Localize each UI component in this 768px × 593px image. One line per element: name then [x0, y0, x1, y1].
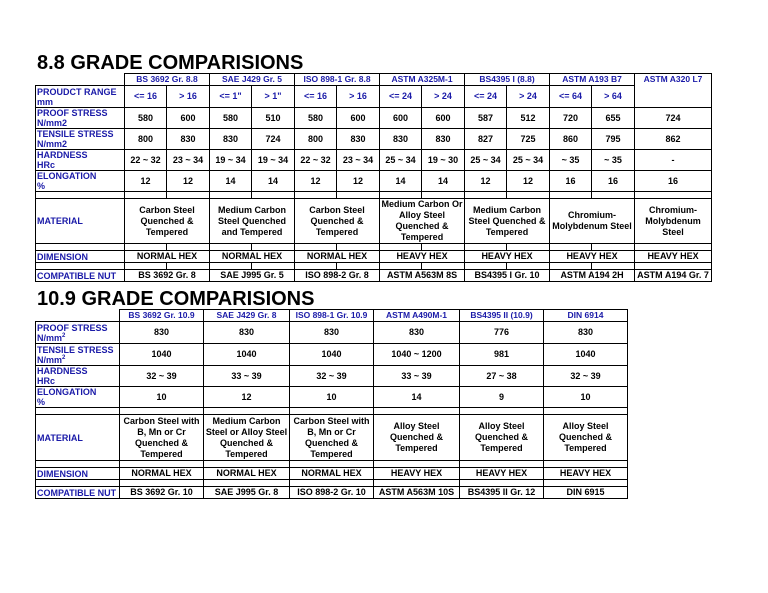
value-cell: 27 ~ 38: [460, 366, 544, 387]
value-cell: 12: [204, 387, 290, 408]
elongation-row: [36, 387, 628, 408]
dimension-cell: NORMAL HEX: [290, 468, 374, 480]
value-cell: 25 ~ 34: [507, 150, 550, 171]
value-cell: 724: [635, 108, 712, 129]
standard-header: ASTM A193 B7: [550, 74, 635, 86]
material-cell: Carbon Steel Quenched & Tempered: [125, 199, 210, 244]
material-cell: Medium Carbon Steel Quenched and Tempered: [210, 199, 295, 244]
value-cell: 830: [290, 322, 374, 344]
row-label: MATERIAL: [36, 199, 125, 244]
range-cell: > 24: [422, 86, 465, 108]
value-cell: 16: [550, 171, 592, 192]
dimension-row: [36, 251, 712, 263]
value-cell: ~ 35: [550, 150, 592, 171]
row-label: HARDNESS HRc: [36, 366, 120, 387]
material-cell: Medium Carbon Steel Quenched & Tempered: [465, 199, 550, 244]
value-cell: 23 ~ 34: [337, 150, 380, 171]
value-cell: 19 ~ 34: [252, 150, 295, 171]
value-cell: 1040: [120, 344, 204, 366]
range-cell: <= 24: [465, 86, 507, 108]
dimension-cell: NORMAL HEX: [210, 251, 295, 263]
value-cell: 14: [252, 171, 295, 192]
range-cell: > 64: [592, 86, 635, 108]
nut-cell: BS4395 II Gr. 12: [460, 487, 544, 499]
value-cell: 10: [544, 387, 628, 408]
compatible-nut-row: [36, 487, 628, 499]
standard-header: DIN 6914: [544, 310, 628, 322]
value-cell: 830: [204, 322, 290, 344]
value-cell: 600: [422, 108, 465, 129]
dimension-cell: HEAVY HEX: [465, 251, 550, 263]
dimension-cell: NORMAL HEX: [204, 468, 290, 480]
value-cell: 32 ~ 39: [120, 366, 204, 387]
nut-cell: BS 3692 Gr. 8: [125, 270, 210, 282]
dimension-cell: NORMAL HEX: [295, 251, 380, 263]
range-cell: <= 64: [550, 86, 592, 108]
product-range-row: [36, 86, 712, 108]
value-cell: 981: [460, 344, 544, 366]
value-cell: 830: [544, 322, 628, 344]
value-cell: 9: [460, 387, 544, 408]
value-cell: 22 ~ 32: [295, 150, 337, 171]
value-cell: 830: [337, 129, 380, 150]
value-cell: 800: [295, 129, 337, 150]
standard-header: BS 3692 Gr. 8.8: [125, 74, 210, 86]
value-cell: 1040: [204, 344, 290, 366]
value-cell: 10: [290, 387, 374, 408]
value-cell: 1040 ~ 1200: [374, 344, 460, 366]
elongation-row: [36, 171, 712, 192]
value-cell: 776: [460, 322, 544, 344]
standard-header: BS4395 II (10.9): [460, 310, 544, 322]
material-cell: Medium Carbon Steel or Alloy Steel Quenched & Tempered: [204, 415, 290, 461]
material-cell: Chromium- Molybdenum Steel: [635, 199, 712, 244]
value-cell: 14: [380, 171, 422, 192]
dimension-cell: HEAVY HEX: [380, 251, 465, 263]
value-cell: 33 ~ 39: [374, 366, 460, 387]
nut-cell: ISO 898-2 Gr. 8: [295, 270, 380, 282]
material-row: [36, 415, 628, 461]
dimension-cell: NORMAL HEX: [125, 251, 210, 263]
row-label: PROOF STRESS $N/mm^2$: [36, 322, 120, 344]
value-cell: 830: [167, 129, 210, 150]
row-label: PROOF STRESS N/mm2: [36, 108, 125, 129]
value-cell: 655: [592, 108, 635, 129]
grade-88-title: 8.8 GRADE COMPARISIONS: [37, 52, 304, 74]
row-label: PROUDCT RANGE mm: [36, 86, 125, 108]
value-cell: 830: [210, 129, 252, 150]
standard-header: ISO 898-1 Gr. 10.9: [290, 310, 374, 322]
row-label: ELONGATION %: [36, 387, 120, 408]
spacer-row: [36, 480, 628, 487]
material-cell: Carbon Steel with B, Mn or Cr Quenched & Tempered: [120, 415, 204, 461]
value-cell: 14: [374, 387, 460, 408]
material-cell: Carbon Steel with B, Mn or Cr Quenched & Tempered: [290, 415, 374, 461]
value-cell: 25 ~ 34: [380, 150, 422, 171]
tensile-stress-row: [36, 344, 628, 366]
dimension-cell: HEAVY HEX: [550, 251, 635, 263]
row-label: TENSILE STRESS N/mm2: [36, 129, 125, 150]
value-cell: 12: [295, 171, 337, 192]
standards-row: [36, 310, 628, 322]
value-cell: 10: [120, 387, 204, 408]
row-label: TENSILE STRESS $N/mm^2$: [36, 344, 120, 366]
dimension-cell: NORMAL HEX: [120, 468, 204, 480]
nut-cell: ASTM A194 2H: [550, 270, 635, 282]
value-cell: 1040: [290, 344, 374, 366]
row-label: COMPATIBLE NUT: [36, 487, 120, 499]
dimension-cell: HEAVY HEX: [374, 468, 460, 480]
nut-cell: ISO 898-2 Gr. 10: [290, 487, 374, 499]
value-cell: 25 ~ 34: [465, 150, 507, 171]
dimension-row: [36, 468, 628, 480]
dimension-cell: HEAVY HEX: [544, 468, 628, 480]
proof-stress-row: [36, 108, 712, 129]
value-cell: 580: [125, 108, 167, 129]
value-cell: 512: [507, 108, 550, 129]
nut-cell: ASTM A194 Gr. 7: [635, 270, 712, 282]
range-cell: <= 1": [210, 86, 252, 108]
tensile-stress-row: [36, 129, 712, 150]
value-cell: 720: [550, 108, 592, 129]
value-cell: 830: [422, 129, 465, 150]
value-cell: 16: [635, 171, 712, 192]
dimension-cell: HEAVY HEX: [635, 251, 712, 263]
range-cell: > 16: [167, 86, 210, 108]
grade-109-title: 10.9 GRADE COMPARISIONS: [37, 288, 315, 310]
value-cell: 22 ~ 32: [125, 150, 167, 171]
dimension-cell: HEAVY HEX: [460, 468, 544, 480]
material-cell: Alloy Steel Quenched & Tempered: [460, 415, 544, 461]
value-cell: 12: [337, 171, 380, 192]
standard-header: ASTM A320 L7: [635, 74, 712, 108]
spacer-row: [36, 192, 712, 199]
nut-cell: ASTM A563M 10S: [374, 487, 460, 499]
value-cell: 830: [380, 129, 422, 150]
range-cell: > 1": [252, 86, 295, 108]
nut-cell: ASTM A563M 8S: [380, 270, 465, 282]
value-cell: 795: [592, 129, 635, 150]
value-cell: 600: [380, 108, 422, 129]
value-cell: 19 ~ 34: [210, 150, 252, 171]
range-cell: > 16: [337, 86, 380, 108]
standard-header: ASTM A325M-1: [380, 74, 465, 86]
value-cell: 860: [550, 129, 592, 150]
value-cell: 23 ~ 34: [167, 150, 210, 171]
grade-88-table: [35, 73, 712, 282]
material-cell: Medium Carbon Or Alloy Steel Quenched & Tempered: [381, 199, 463, 242]
value-cell: 587: [465, 108, 507, 129]
value-cell: 580: [210, 108, 252, 129]
row-label: DIMENSION: [36, 251, 125, 263]
value-cell: 862: [635, 129, 712, 150]
range-cell: <= 24: [380, 86, 422, 108]
value-cell: 827: [465, 129, 507, 150]
value-cell: 12: [465, 171, 507, 192]
value-cell: 14: [422, 171, 465, 192]
standard-header: SAE J429 Gr. 5: [210, 74, 295, 86]
row-label: HARDNESS HRc: [36, 150, 125, 171]
spacer-row: [36, 408, 628, 415]
standard-header: SAE J429 Gr. 8: [204, 310, 290, 322]
material-cell: Carbon Steel Quenched & Tempered: [295, 199, 380, 244]
value-cell: 33 ~ 39: [204, 366, 290, 387]
value-cell: 16: [592, 171, 635, 192]
spacer-row: [36, 244, 712, 251]
nut-cell: BS 3692 Gr. 10: [120, 487, 204, 499]
spacer-row: [36, 263, 712, 270]
row-label: ELONGATION %: [36, 171, 125, 192]
value-cell: 14: [210, 171, 252, 192]
standard-header: BS4395 I (8.8): [465, 74, 550, 86]
nut-cell: SAE J995 Gr. 5: [210, 270, 295, 282]
hardness-row: [36, 150, 712, 171]
hardness-row: [36, 366, 628, 387]
material-row: [36, 199, 712, 244]
range-cell: <= 16: [125, 86, 167, 108]
corner-cell: [36, 74, 125, 86]
nut-cell: SAE J995 Gr. 8: [204, 487, 290, 499]
nut-cell: DIN 6915: [544, 487, 628, 499]
range-cell: > 24: [507, 86, 550, 108]
value-cell: 19 ~ 30: [422, 150, 465, 171]
value-cell: 510: [252, 108, 295, 129]
grade-109-table: [35, 309, 628, 499]
standard-header: ISO 898-1 Gr. 8.8: [295, 74, 380, 86]
corner-cell: [36, 310, 120, 322]
nut-cell: BS4395 I Gr. 10: [465, 270, 550, 282]
value-cell: -: [635, 150, 712, 171]
row-label: COMPATIBLE NUT: [36, 270, 125, 282]
material-cell: Chromium- Molybdenum Steel: [550, 199, 635, 244]
value-cell: 800: [125, 129, 167, 150]
value-cell: 12: [507, 171, 550, 192]
spacer-row: [36, 461, 628, 468]
standard-header: ASTM A490M-1: [374, 310, 460, 322]
proof-stress-row: [36, 322, 628, 344]
value-cell: 12: [167, 171, 210, 192]
value-cell: 830: [120, 322, 204, 344]
material-cell: Alloy Steel Quenched & Tempered: [544, 415, 628, 461]
standards-row: [36, 74, 712, 86]
material-cell: Alloy Steel Quenched & Tempered: [374, 415, 460, 461]
compatible-nut-row: [36, 270, 712, 282]
value-cell: 600: [337, 108, 380, 129]
value-cell: 12: [125, 171, 167, 192]
value-cell: 580: [295, 108, 337, 129]
row-label: DIMENSION: [36, 468, 120, 480]
value-cell: 830: [374, 322, 460, 344]
value-cell: 1040: [544, 344, 628, 366]
standard-header: BS 3692 Gr. 10.9: [120, 310, 204, 322]
value-cell: 32 ~ 39: [544, 366, 628, 387]
value-cell: 32 ~ 39: [290, 366, 374, 387]
value-cell: 725: [507, 129, 550, 150]
range-cell: <= 16: [295, 86, 337, 108]
row-label: MATERIAL: [36, 415, 120, 461]
value-cell: 724: [252, 129, 295, 150]
value-cell: ~ 35: [592, 150, 635, 171]
value-cell: 600: [167, 108, 210, 129]
